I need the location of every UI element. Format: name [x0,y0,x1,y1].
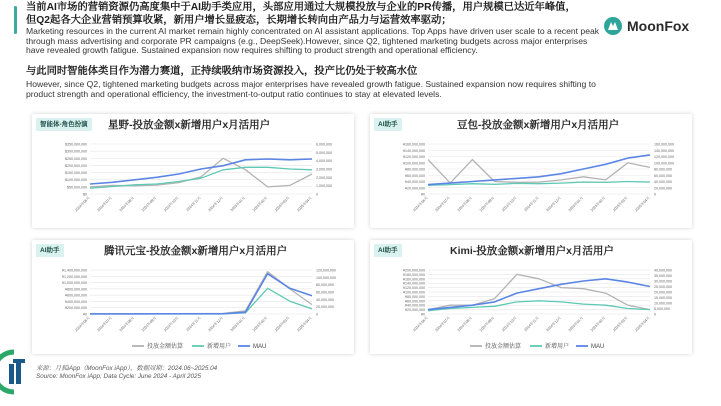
x-tick-label: 2024年11月 [185,315,202,333]
y-right-tick-label: 20,000,000 [654,290,672,295]
y-left-tick-label: ¥20,000,000 [405,186,425,191]
chart-badge: AI助手 [374,118,402,131]
y-right-tick-label: 0 [654,192,656,197]
y-left-tick-label: ¥100,000,000 [403,161,425,166]
y-left-tick-label: $350,000,000 [65,142,87,147]
y-right-tick-label: 60,000,000 [654,173,672,178]
y-left-tick-label: ¥200,000,000 [403,268,425,273]
chart-title: 星野-投放金额x新增用户x月活用户 [108,119,271,131]
y-left-tick-label: ¥60,000,000 [405,173,425,178]
legend-label: 投放金额估算 [147,344,184,351]
moonfox-logo-icon [603,16,623,36]
y-left-tick-label: $200,000,000 [65,163,87,168]
x-tick-label: 2025年03月 [274,315,291,333]
x-tick-label: 2025年02月 [251,195,269,213]
y-right-tick-label: 100,000,000 [316,275,336,280]
y-right-tick-label: 120,000,000 [654,155,674,159]
x-tick-label: 2024年08月 [118,315,136,333]
x-tick-label: 2024年07月 [96,195,113,213]
x-tick-label: 2024年08月 [456,195,474,213]
x-tick-label: 2025年04月 [634,315,651,333]
y-left-tick-label: ¥120,000,000 [403,155,425,159]
y-left-tick-label: ¥100,000,000 [403,290,425,295]
y-right-tick-label: 160,000,000 [654,142,674,147]
series-mau-line [90,159,312,184]
x-tick-label: 2024年11月 [523,195,540,213]
y-left-tick-label: ¥0 [421,312,425,317]
y-left-tick-label: ¥140,000,000 [403,148,425,153]
x-tick-label: 2025年01月 [567,315,585,333]
y-left-tick-label: ¥20,000,000 [405,308,425,313]
y-left-tick-label: ¥80,000,000 [405,294,425,299]
y-left-tick-label: ¥180,000,000 [403,272,425,277]
y-left-tick-label: ¥120,000,000 [403,286,425,291]
y-right-tick-label: 40,000,000 [654,268,672,273]
x-tick-label: 2024年12月 [545,195,562,213]
y-left-tick-label: ¥160,000,000 [403,142,425,147]
y-left-tick-label: ¥160,000,000 [403,277,425,282]
x-tick-label: 2024年10月 [163,315,180,333]
chart-title: 豆包-投放金额x新增用户x月活用户 [457,119,620,131]
x-tick-label: 2024年09月 [478,315,496,333]
y-left-tick-label: ¥400,000,000 [65,299,87,304]
x-tick-label: 2024年12月 [207,195,224,213]
series-newusers-line [90,288,312,314]
moonfox-logo [603,16,689,36]
chart-panel-kimi [370,240,692,354]
x-tick-label: 2025年03月 [274,195,291,213]
y-right-tick-label: 40,000,000 [654,180,672,184]
series-spend-line [428,160,650,184]
chart-panel-doubao [370,114,692,228]
x-tick-label: 2024年07月 [434,195,451,213]
y-left-tick-label: ¥1,400,000,000 [62,268,87,273]
y-left-tick-label: ¥40,000,000 [405,303,425,308]
y-right-tick-label: 80,000,000 [654,167,672,172]
y-right-tick-label: 60,000,000 [316,290,334,295]
y-left-tick-label: ¥800,000,000 [65,287,87,292]
x-tick-label: 2025年02月 [251,315,269,333]
y-right-tick-label: 2,000,000 [316,175,332,180]
subtitle-en: However, since Q2, tightened marketing budgets across major enterprises have revealed growth fatigue. Sustained expansion now requires shifting to product strength and operational efficiency, the investment-to-output ratio continues to stay at elevated levels. [26,79,596,99]
y-right-tick-label: 6,000,000 [316,142,332,147]
y-right-tick-label: 25,000,000 [654,285,672,289]
x-tick-label: 2024年07月 [434,315,451,333]
header-title-cn: 当前AI市场的营销资源仍高度集中于AI助手类应用，头部应用通过大规模投放与企业的PR传播，用户规模已达近年峰值，但Q2起各大企业营销预算收紧，新用户增长显疲态，长期增长转向由产品力与运营效率驱动； [26,2,576,26]
legend-label: MAU [591,344,605,351]
y-right-tick-label: 20,000,000 [316,305,334,310]
chart-title: 腾讯元宝-投放金额x新增用户x月活用户 [104,245,288,257]
y-left-tick-label: $100,000,000 [65,178,87,183]
legend-label: 投放金额估算 [485,344,522,351]
y-right-tick-label: 20,000,000 [654,186,672,191]
x-tick-label: 2025年03月 [612,195,629,213]
y-left-tick-label: $300,000,000 [65,149,87,154]
header-title-en: Marketing resources in the current AI market remain highly concentrated on AI assistant applications. Top Apps have driven user scale to a recent peak through mass advertising and corporate PR campaigns (e.g., DeepSeek).However, since Q2, tightened marketing budgets across major enterprises have revealed growth fatigue. Sustained expansion now requires shifting to product strength and operational efficiency. [26,26,600,56]
source-line-en: Source: MoonFox iApp; Data Cycle: June 2024 - April 2025 [36,373,201,380]
x-tick-label: 2024年06月 [74,195,91,213]
x-tick-label: 2024年07月 [96,315,113,333]
x-tick-label: 2025年04月 [634,195,651,213]
subtitle-cn: 与此同时智能体类目作为潜力赛道，正持续吸纳市场资源投入，投产比仍处于较高水位 [26,66,418,77]
series-mau-line [428,155,650,185]
y-right-tick-label: 100,000,000 [654,161,674,166]
chart-panel-yuanbao [32,240,354,354]
y-right-tick-label: 35,000,000 [654,274,672,278]
y-right-tick-label: 5,000,000 [316,150,332,155]
x-tick-label: 2025年01月 [567,195,585,213]
y-left-tick-label: $0 [83,192,87,197]
legend-label: 新增用户 [545,344,570,351]
x-tick-label: 2024年08月 [456,315,474,333]
x-tick-label: 2024年06月 [74,315,91,333]
x-tick-label: 2025年02月 [589,315,607,333]
x-tick-label: 2024年10月 [501,315,518,333]
x-tick-label: 2024年09月 [140,315,158,333]
y-right-tick-label: 10,000,000 [654,301,672,306]
y-left-tick-label: ¥80,000,000 [405,167,425,172]
x-tick-label: 2025年04月 [296,195,313,213]
y-left-tick-label: ¥600,000,000 [65,293,87,298]
x-tick-label: 2024年10月 [501,195,518,213]
x-tick-label: 2025年04月 [296,315,313,333]
x-tick-label: 2024年06月 [412,195,429,213]
y-right-tick-label: 0 [654,312,656,317]
y-left-tick-label: ¥1,000,000,000 [62,281,87,286]
x-tick-label: 2024年08月 [118,195,136,213]
x-tick-label: 2024年11月 [185,195,202,213]
y-right-tick-label: 4,000,000 [316,159,332,164]
y-left-tick-label: ¥0 [83,312,87,317]
chart-panel-xingye [32,114,354,228]
x-tick-label: 2024年10月 [163,195,180,213]
y-left-tick-label: ¥140,000,000 [403,281,425,286]
x-tick-label: 2024年09月 [140,195,158,213]
x-tick-label: 2024年11月 [523,315,540,333]
x-tick-label: 2025年02月 [589,195,607,213]
y-right-tick-label: 80,000,000 [316,283,334,288]
x-tick-label: 2024年12月 [545,315,562,333]
chart-badge: AI助手 [374,244,402,257]
y-right-tick-label: 140,000,000 [654,148,674,153]
y-left-tick-label: ¥0 [421,192,425,197]
header-accent-bar [14,6,17,34]
y-right-tick-label: 0 [316,312,318,317]
y-left-tick-label: ¥40,000,000 [405,180,425,184]
brand-mark-icon [0,346,34,401]
series-newusers-line [90,167,312,188]
chart-badge: 智能体-角色扮演 [36,118,92,131]
y-right-tick-label: 0 [316,192,318,197]
x-tick-label: 2025年01月 [229,315,247,333]
y-right-tick-label: 30,000,000 [654,279,672,284]
x-tick-label: 2025年01月 [229,195,247,213]
y-left-tick-label: $150,000,000 [65,171,87,176]
y-right-tick-label: 120,000,000 [316,268,336,273]
x-tick-label: 2024年06月 [412,315,429,333]
x-tick-label: 2025年03月 [612,315,629,333]
legend-label: 新增用户 [207,344,232,351]
chart-badge: AI助手 [36,244,64,257]
y-left-tick-label: $250,000,000 [65,156,87,161]
moonfox-logo-text: MoonFox [627,18,690,34]
y-right-tick-label: 1,000,000 [316,184,332,189]
y-left-tick-label: ¥200,000,000 [65,306,87,311]
x-tick-label: 2024年09月 [478,195,496,213]
source-footer [36,365,217,381]
y-left-tick-label: $50,000,000 [67,185,87,190]
source-line-cn: 来源：月狐iApp（MoonFox iApp），数据周期：2024.06~2025.04 [36,365,218,372]
y-right-tick-label: 3,000,000 [316,167,332,172]
legend-label: MAU [253,344,267,351]
y-left-tick-label: ¥60,000,000 [405,299,425,304]
y-left-tick-label: ¥1,200,000,000 [62,274,87,279]
chart-title: Kimi-投放金额x新增用户x月活用户 [450,245,614,257]
y-right-tick-label: 15,000,000 [654,296,672,300]
y-right-tick-label: 40,000,000 [316,297,334,302]
y-right-tick-label: 5,000,000 [654,307,670,311]
x-tick-label: 2024年12月 [207,315,224,333]
